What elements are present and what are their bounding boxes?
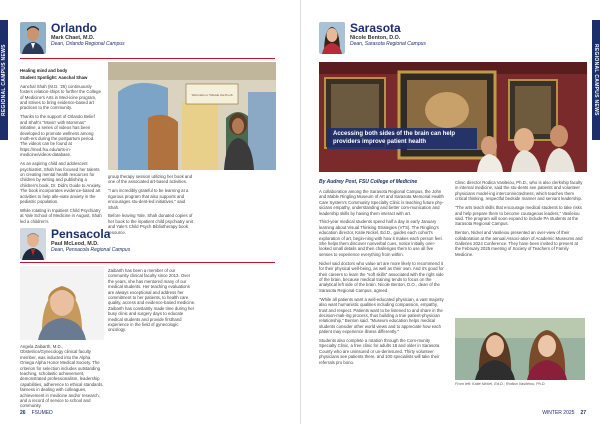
paragraph: A collaboration among the Sarasota Regional Campus, the John and Mable Ringling Museum of Art and Sarasota Memorial Health Care System's Community Specialty Clinic is teaching future phy-sicians empathy, understanding and better com-munication and leadership skills by having them interact with art. xyxy=(319,188,444,216)
paragraph: Before leaving Yale, Shah donated copies of her book to the inpatient child psychiatry unit and Yale's Child Psych Bibliotherapy book resource. xyxy=(108,213,193,235)
section-tab: REGIONAL CAMPUS NEWS xyxy=(592,20,600,140)
paragraph: "The arts teach skills that encourage medical students to take risks and help prepare them to become courageous leaders," Vasileiou said. The program will soon expand to include PA students at the Sarasota Regional Campus. xyxy=(455,205,582,227)
dean-photo xyxy=(319,22,345,54)
museum-photo xyxy=(319,62,587,172)
dean-name: Paul McLeod, M.D. xyxy=(51,241,99,247)
spotlight-photo xyxy=(108,62,276,170)
photo-caption: Accessing both sides of the brain can help providers improve patient health xyxy=(327,128,477,149)
issue-date: WINTER 2025 xyxy=(542,410,575,416)
paragraph: "I am incredibly grateful to be learning at a rigorous program that also supports and encourages stu-dent-led initiatives," said Shah. xyxy=(108,188,189,210)
paragraph: While rotating in Inpatient Child Psychiatry at Yale School of Medicine in August, Shah led a children's xyxy=(20,207,102,224)
article-heading: Healing mind and body xyxy=(20,68,68,73)
page-number: 26 xyxy=(20,410,26,416)
paragraph: Clinic director Rodica Vasileiou, Ph.D., who is also clerkship faculty in internal medicine, said the stu-dents see patients and volunteer physicians model-ing interconnectedness, which teaches them critical thinking, respectful bedside manner and servant leadership. xyxy=(455,180,583,202)
page-footer xyxy=(542,410,586,416)
dean-title: Dean, Pensacola Regional Campus xyxy=(51,247,131,253)
page-footer xyxy=(20,410,53,416)
dean-title: Dean, Sarasota Regional Campus xyxy=(350,41,426,47)
divider xyxy=(20,58,275,59)
paragraph: Students also complete a rotation through the Com-munity Specialty Clinic, a free clinic for adults 18 and older in Sarasota County who are uninsured or un-derinsured. Thirty volunteer physicians see patients there, and 100 specialists will take their referrals pro bono. xyxy=(319,338,440,365)
paragraph: group therapy session utilizing her book and one of the associated art-based activities. xyxy=(108,174,193,185)
paragraph: Zaibarth has been a member of our community clinical faculty since 2013. Over the years, she has mentored many of our medical students. Her teaching evaluations are always exceptional and address her commitment to her patients, to health care quality, access and evidence-based medicine. Zaibarth has constantly made time during her busy clinic and surgery days to educate medical students and provide firsthand experience in the field of gynecologic oncology. xyxy=(108,268,196,333)
campus-name: Sarasota xyxy=(350,21,401,35)
pensacola-article-cont xyxy=(108,268,196,336)
sarasota-article-cont xyxy=(455,180,585,261)
paragraph: Nickel said doctors who value art are more likely to recommend it for their physical well-being, as well as their own. And it's good for their careers to learn the "soft skills" associated with the right side of the brain, because medical training tends to focus on the analytical left side of the brain. Nicole Benton, D.O., dean of the Sarasota Regional Campus, agreed. xyxy=(319,260,444,293)
divider xyxy=(20,262,275,263)
spotlight-article xyxy=(20,68,102,228)
magazine-name: FSUMED xyxy=(31,410,53,416)
photo-caption: From left: Katie Nickel, Ed.D.; Rodica Vasileiou, Ph.D. xyxy=(455,382,546,386)
pensacola-header xyxy=(20,228,130,260)
orlando-header xyxy=(20,22,125,54)
article-subheading: Student Spotlight: Aanchal Shaw xyxy=(20,74,88,80)
paragraph: Benton, Nickel and Vasileiou presented an over-view of their collaboration at the annual Associ-ation of Academic Museums and Galleries 2024 Conference. They have been invited to present at the February 2025 meeting of Society of Teachers of Family Medicine. xyxy=(455,230,583,257)
faculty-photo xyxy=(20,266,104,340)
sarasota-article xyxy=(319,180,447,369)
paragraph: Third-year medical students spend half a day in early January learning about Visual Thinking Strategies (VTS). The Ringling's education director, Katie Nickel, Ed.D., guides each cohort's exploration of art, begin-ning with how it makes each person feel. She helps them discover nonverbal cues, notice initially over-looked small details and then challenges them to use all five senses to experience everything from within. xyxy=(319,219,443,257)
paragraph: As an aspiring child and adolescent psychiatrist, Shah has focused her talents on creating mental health resources for children by writing and publishing a children's book, Dr. Didi's Guide to Anxiety. The book incorporates evidence-based art activities to help alle-viate anxiety in the pediatric population. xyxy=(20,161,102,204)
byline: By Audrey Post, FSU College of Medicine xyxy=(319,179,418,185)
campus-name: Orlando xyxy=(51,21,98,35)
dean-name: Nicole Benton, D.O. xyxy=(350,35,401,41)
paragraph: Angela Zaibarth, M.D., Obstetrics/Gynecology clinical faculty member, was inducted into the Alpha Omega Alpha Honor Medical Society. The criterion for selection includes outstanding teaching, scholastic achievement, demonstrated professionalism, leadership capabilities, adherence to ethical standards, fairness in dealing with colleagues, achievement in medicine and/or research, and a record of service to school and community. xyxy=(20,344,104,409)
paragraph: "While all patients want a well-educated physician, a vast majority also want humanistic qualities including compassion, empathy, trust and respect. Patients want to be listened to and share in the decision-mak-ing process, thus building a true patient-physician relationship," Benton said. "Museum education helps medical students consider other world views and to appreciate how each patient may experience illness differently." xyxy=(319,296,444,335)
dean-name: Mark Chaet, M.D. xyxy=(51,35,95,41)
staff-photo xyxy=(455,318,585,380)
pensacola-article xyxy=(20,344,104,412)
dean-title: Dean, Orlando Regional Campus xyxy=(51,41,125,47)
campus-name: Pensacola xyxy=(51,227,111,241)
right-page xyxy=(300,0,600,424)
sarasota-header xyxy=(319,22,426,54)
paragraph: Aanchal Shah (M.D. '25) continuously fosters relation-ships to further the College of Medicine's Arts in Med-icine program, and strives to bring evidence-based art practices to the community. xyxy=(20,83,101,111)
dean-photo xyxy=(20,228,46,260)
paragraph: Thanks to the support of Orlando Belief and Shah's "Movin' with Mommas" initiative, a series of videos has been developed to promote wellness among moth-ers during the postpartum period. The videos can be found at https://med.fsu.edu/arts-in-medicine/videos-database. xyxy=(20,114,95,158)
section-tab: REGIONAL CAMPUS NEWS xyxy=(0,20,8,140)
dean-photo xyxy=(20,22,46,54)
page-number: 27 xyxy=(580,410,586,416)
banner-text: Welcome to Winnie the Pooh xyxy=(191,93,233,97)
